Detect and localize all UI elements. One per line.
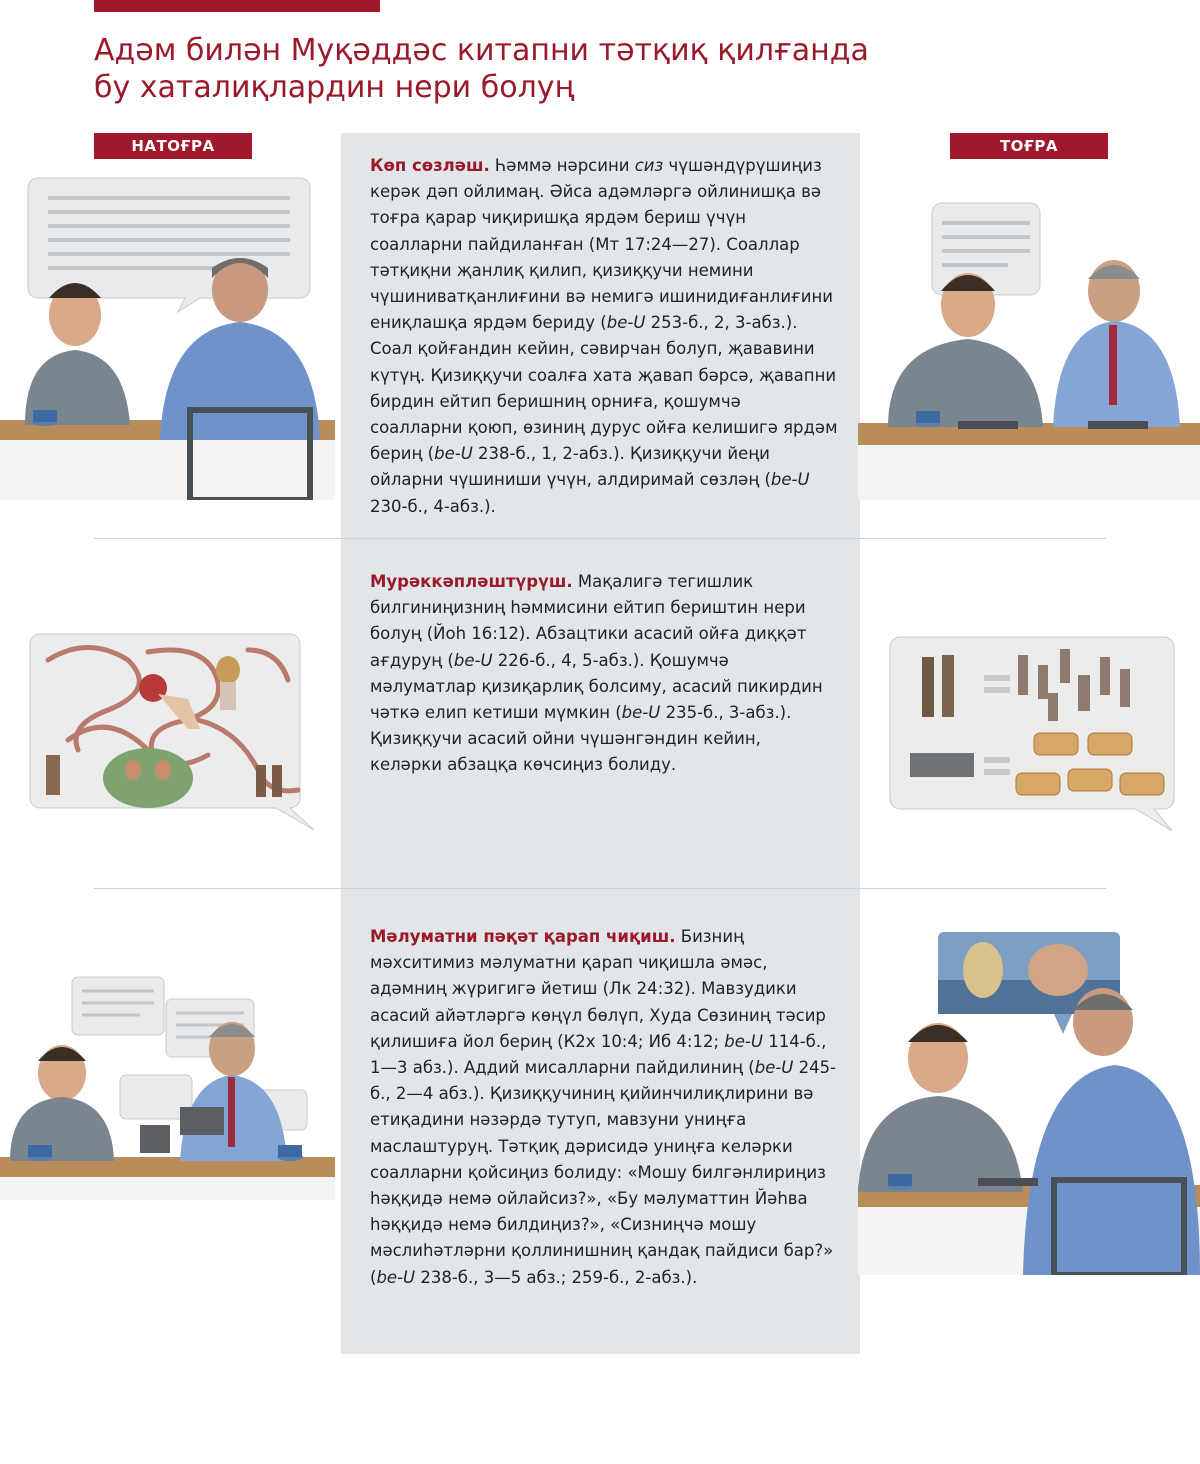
- section-1-italic: сиз: [634, 156, 664, 175]
- right-label: ТОҒРА: [950, 133, 1108, 159]
- section-2-text: [370, 569, 838, 779]
- page-title-line2: бу хаталиқлардин нери болуң: [94, 70, 575, 105]
- page-title-line1: Адәм билән Муқәддәс китапни тәтқиқ қилғанда: [94, 33, 869, 68]
- section-1-text: [370, 153, 838, 520]
- wrong-label: НАТОҒРА: [94, 133, 252, 159]
- section-1-body-e: 230-б., 4-абз.).: [370, 496, 496, 516]
- section-3-heading: Мәлуматни пәқәт қарап чиқиш.: [370, 927, 676, 946]
- section-3-body-c: 245-б., 2—4 абз.). Қизиққучиниң қийинчилиқлирини вә етиқадини нәзәрдә тутуп, мавзуни униңға маслаштуруң. Тәтқиқ дәрисидә униңға келәрки соалларни қойсиңиз болиду: «Мошу билгәнлириңиз һәққидә немә ойлайсиз?», «Бу мәлуматтин Йәһва һәққидә немә билдиңиз?», «Сизниңчә мошу мәслиһәтләрни қоллинишниң қандақ пайдиси бар?» (: [370, 1058, 837, 1287]
- section-3-body-d: 238-б., 3—5 абз.; 259-б., 2-абз.).: [415, 1267, 698, 1287]
- section-2-heading: Мурәккәпләштүрүш.: [370, 572, 573, 591]
- right-illustration-1: [858, 195, 1200, 500]
- section-3-ref-1: be-U: [724, 1031, 763, 1051]
- section-3-ref-3: be-U: [376, 1267, 416, 1287]
- right-illustration-2: [888, 635, 1178, 835]
- section-1-body-d: 238-б., 1, 2-абз.). Қизиққучи йеңи ойларни чүшиниши үчүн, алдиримай сөзләң (: [370, 444, 771, 490]
- section-3-text: [370, 924, 838, 1291]
- section-divider-2: [94, 888, 1106, 889]
- right-illustration-3: [858, 930, 1200, 1275]
- section-2-ref-1: be-U: [453, 650, 493, 670]
- wrong-illustration-2: [28, 630, 318, 835]
- page-title: [94, 32, 994, 106]
- section-1-body-b: чүшәндүрүшиңиз керәк дәп ойлимаң. Әйса адәмләргә ойлинишқа вә тоғра қарар чиқиришқа ярдәм бериш үчүн соалларни пайдиланған (Мт 17:24—27). Соаллар тәтқиқни җанлиқ қилип, қизиққучи немини чүшиниватқанлиғини вә немигә ишинидиғанлиғини ениқлашқа ярдәм бериду (: [370, 156, 834, 333]
- section-2-body-b: 226-б., 4, 5-абз.). Қошумчә мәлуматлар қизиқарлиқ болсиму, асасий пикирдин чәткә елип кетиши мүмкин (: [370, 650, 823, 723]
- wrong-illustration-3: [0, 975, 335, 1200]
- top-accent-bar: [94, 0, 380, 12]
- section-2-body-a: Мақалигә тегишлик билгиниңизниң һәммисини ейтип бериштин нери болуң (Йоһ 16:12). Абзацтики асасий ойға диққәт ағдуруң (: [370, 572, 807, 670]
- section-3-ref-2: be-U: [754, 1058, 794, 1078]
- section-2-body-c: 235-б., 3-абз.). Қизиққучи асасий ойни чүшәнгәндин кейин, келәрки абзацқа көчсиңиз болиду.: [370, 703, 792, 775]
- section-1-ref-3: be-U: [770, 470, 810, 490]
- section-1-ref-1: be-U: [606, 313, 646, 333]
- wrong-illustration-1: [0, 170, 335, 500]
- section-3-body-b: 114-б., 1—3 абз.). Аддий мисалларни пайдилиниң (: [370, 1031, 827, 1078]
- section-2-ref-2: be-U: [621, 703, 661, 723]
- section-3-body-a: Бизниң мәхситимиз мәлуматни қарап чиқишла әмәс, адәмниң жүригигә йетиш (Лк 24:32). Мавзудики асасий айәтләргә көңүл бөлүп, Худа Сөзиниң тәсир қилишиға йол бериң (К2х 10:4; Иб 4:12;: [370, 927, 826, 1051]
- section-1-heading: Көп сөзләш.: [370, 156, 490, 175]
- section-1-ref-2: be-U: [434, 444, 473, 464]
- section-1-body-a: Һәммә нәрсини: [489, 156, 635, 175]
- section-divider-1: [94, 538, 1106, 539]
- section-1-body-c: 253-б., 2, 3-абз.). Соал қойғандин кейин, сәвирчан болуп, җававини күтүң. Қизиққучи соалға хата җавап бәрсә, җавапни бирдин ейтип беришниң орниға, қошумчә соалларни қоюп, өзиниң дурус ойға келишигә ярдәм бериң (: [370, 313, 838, 464]
